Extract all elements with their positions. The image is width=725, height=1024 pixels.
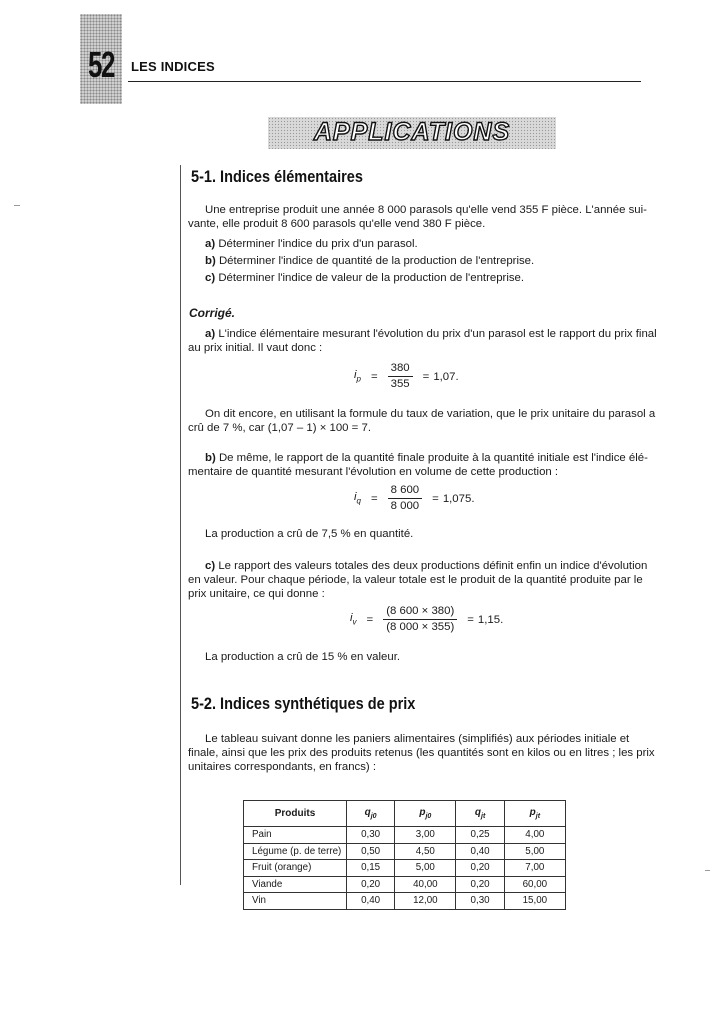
question-b: [205, 255, 534, 267]
answer-c-line: prix unitaire, ce qui donne :: [188, 588, 325, 600]
formula-result: 1,07.: [433, 370, 459, 383]
table-cell: Vin: [244, 893, 347, 910]
answer-c-label: c): [205, 560, 216, 572]
formula-symbol: $i_q$: [354, 491, 361, 506]
table-row: [244, 860, 566, 877]
numerator: (8 600 × 380): [383, 605, 457, 620]
formula-quantity-index: [354, 484, 474, 513]
fraction: [383, 605, 457, 634]
column-header: $p_{jt}$: [504, 801, 565, 827]
table-cell: 0,25: [456, 827, 504, 844]
table-intro-line: Le tableau suivant donne les paniers alimentaires (simplifiés) aux périodes initiale et: [205, 733, 630, 745]
formula-result: 1,075.: [442, 492, 475, 505]
running-header: LES INDICES: [131, 59, 215, 74]
formula-symbol: $i_p$: [354, 369, 361, 384]
column-header: $p_{j0}$: [395, 801, 456, 827]
question-b-text: Déterminer l'indice de quantité de la production de l'entreprise.: [218, 255, 535, 267]
table-cell: 3,00: [395, 827, 456, 844]
header-rule: [128, 81, 641, 82]
answer-a-line: [205, 328, 657, 340]
formula-symbol: $i_v$: [350, 612, 357, 627]
table-cell: Pain: [244, 827, 347, 844]
table-cell: 40,00: [395, 876, 456, 893]
equals-sign: =: [422, 370, 430, 383]
question-c-text: Déterminer l'indice de valeur de la production de l'entreprise.: [218, 272, 525, 284]
denominator: 355: [390, 378, 410, 390]
table-intro-line: finale, ainsi que les prix des produits retenus (les quantités sont en kilos ou en litres ; les prix: [188, 747, 655, 759]
formula-price-index: [354, 362, 459, 391]
table-cell: 4,50: [395, 843, 456, 860]
column-header: Produits: [244, 801, 347, 827]
table-cell: 5,00: [504, 843, 565, 860]
question-b-label: b): [205, 255, 216, 267]
formula-result: 1,15.: [477, 613, 504, 626]
conclusion-c: La production a crû de 15 % en valeur.: [205, 651, 401, 663]
table-cell: 60,00: [504, 876, 565, 893]
note-line: On dit encore, en utilisant la formule du taux de variation, que le prix unitaire du parasol a: [205, 408, 656, 420]
table-row: [244, 893, 566, 910]
corrige-heading: Corrigé.: [189, 306, 236, 320]
answer-c-line: en valeur. Pour chaque période, la valeur totale est le produit de la quantité produite par le: [188, 574, 643, 586]
table-cell: 0,30: [456, 893, 504, 910]
answer-b-text: De même, le rapport de la quantité finale produite à la quantité initiale est l'indice élé-: [218, 452, 648, 464]
table-cell: Légume (p. de terre): [244, 843, 347, 860]
fraction: [388, 362, 413, 391]
numerator: 8 600: [388, 484, 423, 499]
table-cell: 0,50: [347, 843, 395, 860]
food-basket-table: [243, 800, 566, 910]
table-cell: 12,00: [395, 893, 456, 910]
table-row: [244, 827, 566, 844]
margin-rule: [180, 165, 181, 885]
table-row: [244, 876, 566, 893]
answer-a-text: L'indice élémentaire mesurant l'évolution du prix d'un parasol est le rapport du prix final: [218, 328, 657, 340]
formula-value-index: [350, 605, 503, 634]
answer-b-line: [205, 452, 648, 464]
section-title: APPLICATIONS: [313, 118, 511, 146]
column-header: $q_{j0}$: [347, 801, 395, 827]
table-cell: 0,15: [347, 860, 395, 877]
equals-sign: =: [467, 613, 474, 626]
answer-b-line: mentaire de quantité mesurant l'évolution en volume de cette production :: [188, 466, 559, 478]
edge-mark: [14, 205, 20, 206]
table-cell: Viande: [244, 876, 347, 893]
question-c: [205, 272, 524, 284]
question-a-label: a): [205, 238, 216, 250]
exercise-intro-line: vante, elle produit 8 600 parasols qu'elle vend 380 F pièce.: [188, 218, 486, 230]
table-header-row: [244, 801, 566, 827]
answer-c-text: Le rapport des valeurs totales des deux productions définit enfin un indice d'évolution: [218, 560, 648, 572]
denominator: 8 000: [390, 500, 420, 512]
answer-a-line: au prix initial. Il vaut donc :: [188, 342, 323, 354]
table-row: [244, 843, 566, 860]
question-a: [205, 238, 418, 250]
question-a-text: Déterminer l'indice du prix d'un parasol.: [218, 238, 418, 250]
edge-mark: [705, 870, 710, 871]
answer-c-line: [205, 560, 647, 572]
table-cell: 0,20: [347, 876, 395, 893]
table-cell: Fruit (orange): [244, 860, 347, 877]
heading-5-1: 5-1. Indices élémentaires: [191, 168, 363, 186]
heading-5-2: 5-2. Indices synthétiques de prix: [191, 695, 416, 713]
table-cell: 5,00: [395, 860, 456, 877]
table-cell: 15,00: [504, 893, 565, 910]
column-header: $q_{jt}$: [456, 801, 504, 827]
table-cell: 4,00: [504, 827, 565, 844]
note-line: crû de 7 %, car (1,07 – 1) × 100 = 7.: [188, 422, 371, 434]
conclusion-b: La production a crû de 7,5 % en quantité.: [205, 528, 414, 540]
fraction: [388, 484, 423, 513]
table-intro-line: unitaires correspondants, en francs) :: [188, 761, 377, 773]
equals-sign: =: [370, 492, 378, 505]
equals-sign: =: [432, 492, 439, 505]
table-cell: 0,20: [456, 876, 504, 893]
answer-b-label: b): [205, 452, 216, 464]
page-number: 52: [88, 44, 114, 85]
question-c-label: c): [205, 272, 216, 284]
exercise-intro-line: Une entreprise produit une année 8 000 parasols qu'elle vend 355 F pièce. L'année sui-: [205, 204, 647, 216]
table-cell: 0,20: [456, 860, 504, 877]
equals-sign: =: [370, 370, 378, 383]
table-cell: 7,00: [504, 860, 565, 877]
answer-a-label: a): [205, 328, 216, 340]
table-cell: 0,40: [347, 893, 395, 910]
equals-sign: =: [366, 613, 374, 626]
numerator: 380: [388, 362, 413, 377]
table-cell: 0,40: [456, 843, 504, 860]
table-cell: 0,30: [347, 827, 395, 844]
denominator: (8 000 × 355): [386, 621, 455, 633]
